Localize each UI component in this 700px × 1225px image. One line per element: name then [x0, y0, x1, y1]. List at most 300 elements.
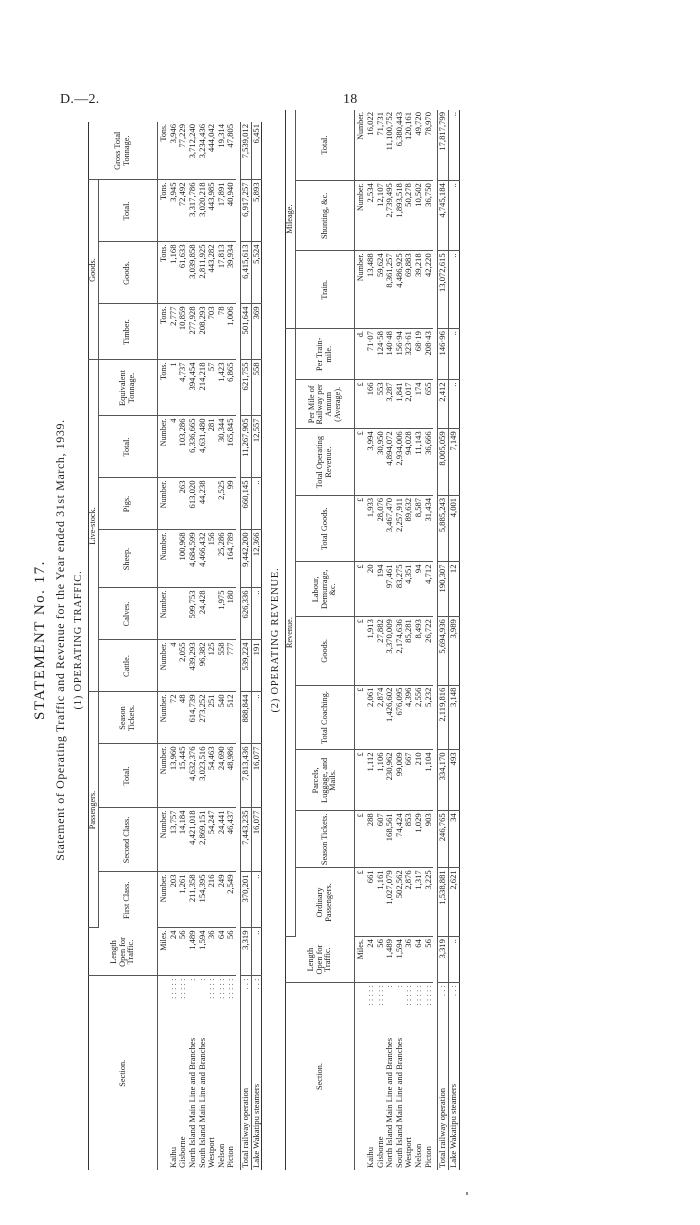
section-label: Nelson [413, 1143, 424, 1168]
table-cell: 100,968 [178, 530, 188, 588]
revenue-col-header: Total Operating Revenue. [295, 429, 354, 496]
revenue-length-header: Length Open for Traffic. [286, 937, 355, 983]
table-cell: 3,946 [169, 122, 179, 180]
table-cell: 156·94 [395, 329, 405, 380]
table-cell: 56 [226, 928, 236, 976]
revenue-col-header: Labour, Demurrage, &c. [295, 562, 354, 617]
table-cell: 94 [414, 562, 424, 617]
table-cell: 78 [217, 304, 227, 360]
leader-dots: : : : : : [422, 985, 433, 1006]
section-name [438, 983, 449, 1170]
table-cell: 2,412 [438, 380, 449, 429]
traffic-length-header: Length Open for Traffic. [89, 928, 158, 976]
unit-label: d. [354, 329, 365, 380]
table-cell: 20 [366, 562, 376, 617]
section-label: Kaihu [364, 1146, 375, 1168]
table-cell: 1,029 [414, 811, 424, 868]
table-cell: 1,112 [366, 750, 376, 811]
table-cell: 2,934,006 [395, 429, 405, 496]
revenue-col-header: Train. [295, 251, 354, 329]
table-cell: 40,940 [226, 180, 236, 242]
table-cell: 540 [217, 692, 227, 744]
table-row [226, 122, 236, 1170]
table-cell: 4,001 [448, 495, 459, 562]
unit-label: £ [354, 811, 365, 868]
section-name [217, 976, 227, 1170]
table-cell: 613,020 [188, 478, 198, 530]
unit-label: £ [354, 380, 365, 429]
table-cell: 4,396 [404, 685, 414, 750]
table-cell: 1,538,881 [438, 868, 449, 937]
table-cell: 164,789 [226, 530, 236, 588]
revenue-col-header: Per Train-mile. [295, 329, 354, 380]
table-cell: 6,451 [251, 122, 262, 180]
leader-dots: : : : : : [413, 985, 424, 1006]
unit-label: £ [354, 562, 365, 617]
table-cell: 661 [366, 868, 376, 937]
table-cell: 30,344 [217, 416, 227, 478]
section-label: Picton [225, 1146, 236, 1168]
table-cell: 83,275 [395, 562, 405, 617]
unit-label: £ [354, 617, 365, 685]
table-cell: 493 [448, 750, 459, 811]
revenue-group-header: Revenue. [286, 329, 296, 937]
table-cell: 174 [414, 380, 424, 429]
table-cell: 6,380,443 [395, 110, 405, 181]
table-cell: .. [448, 329, 459, 380]
table-cell: .. [448, 380, 459, 429]
table-cell: 5,232 [424, 685, 434, 750]
table-cell: 8,587 [414, 495, 424, 562]
unit-label: Miles. [157, 928, 168, 976]
section-name [241, 976, 252, 1170]
passengers-group-header: Passengers. [89, 692, 99, 928]
statement-subtitle: Statement of Operating Traffic and Revenue for the Year ended 31st March, 1939. [53, 419, 67, 861]
table-cell: 9,442,200 [241, 530, 252, 588]
table-cell: 4,421,018 [188, 808, 198, 872]
table-cell: 3,319 [241, 928, 252, 976]
section-label: Gisborne [374, 1136, 385, 1168]
leader-dots: : : : : : [215, 978, 226, 1000]
table-cell: 10,502 [414, 181, 424, 251]
table-cell: 17,817,799 [438, 110, 449, 181]
table-cell: 146·96 [438, 329, 449, 380]
unit-label: Number. [157, 478, 168, 530]
section-label: Lake Wakatipu steamers [447, 1083, 458, 1168]
table-cell: 47,805 [226, 122, 236, 180]
table-cell: 59,624 [376, 251, 386, 329]
table-cell: 539,224 [241, 640, 252, 692]
table-cell: 676,095 [395, 685, 405, 750]
table-cell: 36 [404, 937, 414, 983]
table-cell: 64 [414, 937, 424, 983]
rotated-statement [28, 110, 682, 1170]
table-cell: 14,184 [178, 808, 188, 872]
unit-label: Tons. [157, 242, 168, 304]
table-cell: 263 [178, 478, 188, 530]
table-cell: 85,281 [404, 617, 414, 685]
table-cell: 5,694,936 [438, 617, 449, 685]
table-cell: 502,562 [395, 868, 405, 937]
table-cell: 281 [207, 416, 217, 478]
table-cell: 1,594 [198, 928, 208, 976]
table-cell: 5,893 [251, 180, 262, 242]
table-cell: 3,989 [448, 617, 459, 685]
table-cell: 4,631,480 [198, 416, 208, 478]
table-cell: 34 [448, 811, 459, 868]
table-cell: .. [251, 692, 262, 744]
table-cell: 94,028 [404, 429, 414, 496]
gross-tonnage-header: Gross Total Tonnage. [89, 122, 158, 180]
unit-label: Number. [157, 416, 168, 478]
unit-label: Number. [354, 110, 365, 181]
table-cell: 1 [169, 360, 179, 416]
statement-title: STATEMENT No. 17. [32, 560, 48, 720]
table-cell: 4,632,376 [188, 744, 198, 808]
table-cell: 56 [178, 928, 188, 976]
table-cell: 120,161 [404, 110, 414, 181]
table-cell: 3,234,436 [198, 122, 208, 180]
table-cell: 273,252 [198, 692, 208, 744]
table-cell: 12 [448, 562, 459, 617]
table-cell: 16,022 [366, 110, 376, 181]
table-cell: 370,201 [241, 872, 252, 928]
table-cell: .. [448, 110, 459, 181]
table-row [438, 110, 449, 1170]
table-cell: 17,891 [217, 180, 227, 242]
unit-label: £ [354, 429, 365, 496]
leader-dots: : [393, 985, 404, 988]
unit-label: £ [354, 495, 365, 562]
revenue-col-header: Season Tickets. [295, 811, 354, 868]
table-cell: 251 [207, 692, 217, 744]
revenue-col-header: Total Coaching. [295, 685, 354, 750]
table-cell: 25,286 [217, 530, 227, 588]
traffic-col-header: Total. [98, 416, 157, 478]
table-cell: 89,632 [404, 495, 414, 562]
leader-dots: : : : : : [403, 985, 414, 1006]
table-cell: 61,633 [178, 242, 188, 304]
table-cell: 3,370,009 [385, 617, 395, 685]
table-cell: 13,960 [169, 744, 179, 808]
table-cell: 4 [169, 640, 179, 692]
leader-dots: : : : : : [177, 978, 188, 1000]
table-cell: 24 [169, 928, 179, 976]
unit-label: £ [354, 868, 365, 937]
table-cell: 1,489 [188, 928, 198, 976]
leader-dots: : [186, 978, 197, 981]
section-label: Westport [206, 1137, 217, 1168]
table-cell: 667 [404, 750, 414, 811]
table-cell: 703 [207, 304, 217, 360]
table-cell: 599,753 [188, 588, 198, 640]
goods-group-header: Goods. [89, 180, 99, 360]
traffic-units-row [157, 122, 168, 1170]
section-label: Total railway operation [437, 1087, 448, 1168]
table-cell: 2,621 [448, 868, 459, 937]
table-cell: 394,454 [188, 360, 198, 416]
unit-label: Number. [354, 251, 365, 329]
table-cell: 1,841 [395, 380, 405, 429]
table-cell: 13,488 [366, 251, 376, 329]
table-cell: 4,466,432 [198, 530, 208, 588]
table-cell: 99 [226, 478, 236, 530]
table-cell: 208·43 [424, 329, 434, 380]
table-cell: 49,720 [414, 110, 424, 181]
table-cell: 1,006 [226, 304, 236, 360]
section-name [448, 983, 459, 1170]
traffic-col-header: Total. [98, 180, 157, 242]
table-cell: 36,666 [424, 429, 434, 496]
table-cell: 3,945 [169, 180, 179, 242]
table-cell: 97,461 [385, 562, 395, 617]
table-cell: 3,467,470 [385, 495, 395, 562]
table-cell: 888,844 [241, 692, 252, 744]
table-cell: 13,072,615 [438, 251, 449, 329]
leader-dots: . . : [447, 985, 458, 997]
table-cell: 3,287 [385, 380, 395, 429]
table-row [424, 110, 434, 1170]
table-cell: 165,845 [226, 416, 236, 478]
table-cell: 78,970 [424, 110, 434, 181]
table-cell: 57 [207, 360, 217, 416]
unit-label: Tons. [157, 122, 168, 180]
leader-dots: : : : : : [225, 978, 236, 1000]
traffic-col-header: Cattle. [98, 640, 157, 692]
table-cell: 4,684,599 [188, 530, 198, 588]
traffic-col-header: Second Class. [98, 808, 157, 872]
traffic-col-header: Equivalent Tonnage. [98, 360, 157, 416]
table-cell: 1,913 [366, 617, 376, 685]
table-row [448, 110, 459, 1170]
leader-dots: . . : [250, 978, 261, 990]
table-cell: 16,077 [251, 744, 262, 808]
table-cell: 660,145 [241, 478, 252, 530]
table-cell: 12,107 [376, 181, 386, 251]
unit-label: Number. [157, 640, 168, 692]
unit-label: Number. [157, 530, 168, 588]
table-cell: 50,278 [404, 181, 414, 251]
table-cell: 24,428 [198, 588, 208, 640]
table-cell: 46,437 [226, 808, 236, 872]
table-cell: 369 [251, 304, 262, 360]
table-cell: 553 [376, 380, 386, 429]
revenue-col-header: Ordinary Passengers. [295, 868, 354, 937]
section-name [251, 976, 262, 1170]
table-cell: .. [251, 928, 262, 976]
unit-label: Number. [157, 872, 168, 928]
table-cell: 96,382 [198, 640, 208, 692]
table-cell: 621,755 [241, 360, 252, 416]
unit-label: Number. [157, 588, 168, 640]
table-cell: 208,293 [198, 304, 208, 360]
table-cell: 626,336 [241, 588, 252, 640]
table-cell: 2,549 [226, 872, 236, 928]
leader-dots: : : : : : [167, 978, 178, 1000]
table-cell: 777 [226, 640, 236, 692]
table-cell: 103,286 [178, 416, 188, 478]
leader-dots: . . : [240, 978, 251, 990]
table-cell: 1,423 [217, 360, 227, 416]
table-cell: 2,739,495 [385, 181, 395, 251]
table-cell: 190,307 [438, 562, 449, 617]
table-cell: 10,859 [178, 304, 188, 360]
table-cell: 1,317 [414, 868, 424, 937]
table-cell: 12,366 [251, 530, 262, 588]
page-reference: D.—2. [60, 92, 100, 107]
table-cell: 7,443,235 [241, 808, 252, 872]
table-cell: 72 [169, 692, 179, 744]
table-cell: 56 [424, 937, 434, 983]
table-cell: 1,489 [385, 937, 395, 983]
table-cell: 39,218 [414, 251, 424, 329]
table-cell: 7,539,012 [241, 122, 252, 180]
section-label: Lake Wakatipu steamers [250, 1083, 261, 1168]
section-label: Westport [403, 1137, 414, 1168]
table-cell: 249 [217, 872, 227, 928]
table-cell: 26,722 [424, 617, 434, 685]
table-cell: 2,017 [404, 380, 414, 429]
table-cell: 31,434 [424, 495, 434, 562]
section-label: Kaihu [167, 1146, 178, 1168]
table-cell: 6,415,613 [241, 242, 252, 304]
table-cell: 334,170 [438, 750, 449, 811]
leader-dots: : [196, 978, 207, 981]
table-cell: 168,561 [385, 811, 395, 868]
table-cell: 154,395 [198, 872, 208, 928]
table-cell: 28,076 [376, 495, 386, 562]
table-cell: 614,739 [188, 692, 198, 744]
table-cell: 3,225 [424, 868, 434, 937]
table-cell: 216 [207, 872, 217, 928]
table-cell: 3,039,858 [188, 242, 198, 304]
traffic-col-header: Season Tickets. [98, 692, 157, 744]
leader-dots: : : : : : [364, 985, 375, 1006]
table-row [241, 122, 252, 1170]
table-cell: 72,492 [178, 180, 188, 242]
table-cell: 30,950 [376, 429, 386, 496]
table-cell: 24 [366, 937, 376, 983]
table-cell: 2,556 [414, 685, 424, 750]
table-cell: 4,351 [404, 562, 414, 617]
table-cell: 5,524 [251, 242, 262, 304]
section-label: South Island Main Line and Branches [196, 1037, 207, 1168]
section-label: Gisborne [177, 1136, 188, 1168]
traffic-col-header: Total. [98, 744, 157, 808]
revenue-heading: (2) OPERATING REVENUE. [270, 567, 282, 713]
table-cell: 1,594 [395, 937, 405, 983]
table-cell: 180 [226, 588, 236, 640]
table-cell: .. [251, 478, 262, 530]
table-cell: 558 [251, 360, 262, 416]
table-cell: 444,042 [207, 122, 217, 180]
table-cell: 2,174,636 [395, 617, 405, 685]
traffic-col-header: Calves. [98, 588, 157, 640]
table-cell: 2,777 [169, 304, 179, 360]
table-cell: 15,445 [178, 744, 188, 808]
table-cell: 8,493 [414, 617, 424, 685]
table-cell: 512 [226, 692, 236, 744]
table-cell: 27,882 [376, 617, 386, 685]
table-cell: 64 [217, 928, 227, 976]
table-cell: 2,055 [178, 640, 188, 692]
table-cell: 2,119,816 [438, 685, 449, 750]
leader-dots: : [384, 985, 395, 988]
table-cell: 36,750 [424, 181, 434, 251]
table-cell: 1,161 [376, 868, 386, 937]
table-cell: 6,865 [226, 360, 236, 416]
table-cell: .. [448, 181, 459, 251]
table-cell: 443,282 [207, 242, 217, 304]
table-cell: 203 [169, 872, 179, 928]
table-cell: 2,525 [217, 478, 227, 530]
table-cell: 1,104 [424, 750, 434, 811]
traffic-col-header: Sheep. [98, 530, 157, 588]
table-cell: 74,424 [395, 811, 405, 868]
table-cell: 166 [366, 380, 376, 429]
revenue-col-header: Parcels, Luggage, and Mails. [295, 750, 354, 811]
table-cell: 3,994 [366, 429, 376, 496]
table-cell: 607 [376, 811, 386, 868]
table-cell: 3,020,218 [198, 180, 208, 242]
table-cell: 6,336,665 [188, 416, 198, 478]
table-cell: 194 [376, 562, 386, 617]
table-cell: 4,894,072 [385, 429, 395, 496]
traffic-col-header: Pigs. [98, 478, 157, 530]
table-cell: 8,005,059 [438, 429, 449, 496]
table-cell: 655 [424, 380, 434, 429]
page-speck [466, 1192, 468, 1195]
table-cell: 230,962 [385, 750, 395, 811]
table-cell: 2,534 [366, 181, 376, 251]
table-cell: 1,027,079 [385, 868, 395, 937]
table-cell: 4,486,925 [395, 251, 405, 329]
traffic-section-header: Section. [89, 976, 158, 1170]
section-label: North Island Main Line and Branches [384, 1037, 395, 1168]
table-cell: 288 [366, 811, 376, 868]
section-label: Total railway operation [240, 1087, 251, 1168]
table-cell: 19,314 [217, 122, 227, 180]
traffic-col-header: Timber. [98, 304, 157, 360]
table-cell: 1,261 [178, 872, 188, 928]
table-cell: 2,869,151 [198, 808, 208, 872]
table-cell: 443,985 [207, 180, 217, 242]
section-label: South Island Main Line and Branches [393, 1037, 404, 1168]
table-cell: 4,737 [178, 360, 188, 416]
revenue-col-header: Per Mile of Railway per Annum (Average). [295, 380, 354, 429]
table-cell: .. [448, 251, 459, 329]
table-cell: 558 [217, 640, 227, 692]
table-cell: 36 [207, 928, 217, 976]
unit-label: £ [354, 685, 365, 750]
unit-label: £ [354, 750, 365, 811]
table-cell: 246,765 [438, 811, 449, 868]
table-cell: 71·07 [366, 329, 376, 380]
traffic-heading: (1) OPERATING TRAFFIC. [73, 570, 84, 710]
page-number: 18 [343, 92, 358, 107]
table-cell: 214,218 [198, 360, 208, 416]
table-cell: 323·61 [404, 329, 414, 380]
section-label: Picton [422, 1146, 433, 1168]
section-name [226, 976, 236, 1170]
table-cell: 7,149 [448, 429, 459, 496]
table-cell: 12,557 [251, 416, 262, 478]
table-cell: 3,317,786 [188, 180, 198, 242]
table-cell: 24,690 [217, 744, 227, 808]
revenue-col-header: Total Goods. [295, 495, 354, 562]
table-cell: 191 [251, 640, 262, 692]
table-cell: 124·58 [376, 329, 386, 380]
